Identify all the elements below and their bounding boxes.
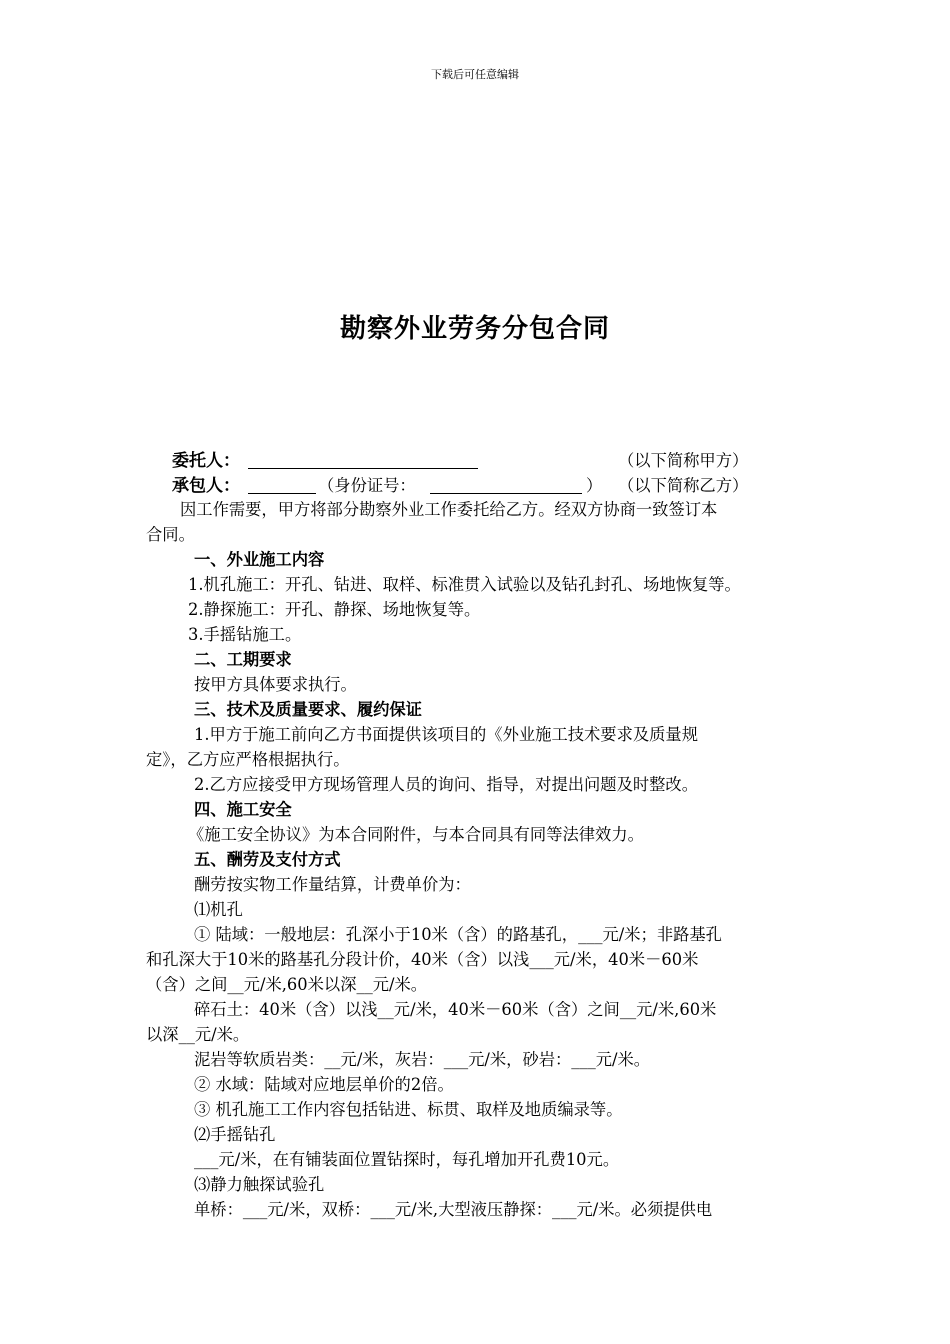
contractor-label: 承包人： — [172, 476, 240, 496]
paragraph-line: ② 水域：陆域对应地层单价的2倍。 — [194, 1075, 454, 1094]
section-heading-1: 一、外业施工内容 — [194, 550, 325, 569]
page-header-note: 下载后可任意编辑 — [431, 68, 519, 81]
paragraph-line: 以深__元/米。 — [146, 1025, 250, 1044]
item-line: 1.机孔施工：开孔、钻进、取样、标准贯入试验以及钻孔封孔、场地恢复等。 — [188, 575, 741, 594]
contractor-note: （以下简称乙方） — [618, 476, 749, 495]
subheading-line: ⑴机孔 — [194, 900, 243, 919]
client-name-blank — [248, 468, 478, 469]
paragraph-line: 单桥：___元/米，双桥：___元/米,大型液压静探：___元/米。必须提供电 — [194, 1200, 713, 1219]
paragraph-line: 和孔深大于10米的路基孔分段计价，40米（含）以浅___元/米，40米－60米 — [146, 950, 699, 969]
paragraph-line: ___元/米，在有铺装面位置钻探时，每孔增加开孔费10元。 — [194, 1150, 620, 1169]
paragraph-line: ③ 机孔施工工作内容包括钻进、标贯、取样及地质编录等。 — [194, 1100, 623, 1119]
section-heading-5: 五、酬劳及支付方式 — [194, 850, 341, 869]
section-heading-2: 二、工期要求 — [194, 650, 292, 669]
paragraph-line: （含）之间__元/米,60米以深__元/米。 — [146, 975, 428, 994]
section-heading-4: 四、施工安全 — [194, 800, 292, 819]
paragraph-line: 按甲方具体要求执行。 — [194, 675, 357, 694]
item-line: 2.静探施工：开孔、静探、场地恢复等。 — [188, 600, 481, 619]
section-heading-3: 三、技术及质量要求、履约保证 — [194, 700, 422, 719]
client-label: 委托人： — [172, 451, 240, 471]
client-note: （以下简称甲方） — [618, 451, 749, 470]
contractor-name-blank — [248, 493, 316, 494]
document-title: 勘察外业劳务分包合同 — [339, 314, 610, 344]
paragraph-line: 定》，乙方应严格根据执行。 — [146, 750, 350, 769]
paragraph-line: 酬劳按实物工作量结算，计费单价为： — [194, 875, 471, 894]
id-number-blank — [430, 493, 582, 494]
paragraph-line: 泥岩等软质岩类：__元/米，灰岩：___元/米，砂岩：___元/米。 — [194, 1050, 651, 1069]
paragraph-line: 1.甲方于施工前向乙方书面提供该项目的《外业施工技术要求及质量规 — [194, 725, 698, 744]
paragraph-line: 《施工安全协议》为本合同附件，与本合同具有同等法律效力。 — [188, 825, 644, 844]
intro-line-2: 合同。 — [146, 525, 195, 544]
subheading-line: ⑶静力触探试验孔 — [194, 1175, 325, 1194]
item-line: 3.手摇钻施工。 — [188, 625, 302, 644]
subheading-line: ⑵手摇钻孔 — [194, 1125, 276, 1144]
intro-line-1: 因工作需要，甲方将部分勘察外业工作委托给乙方。经双方协商一致签订本 — [180, 500, 718, 519]
paragraph-line: 碎石土：40米（含）以浅__元/米，40米－60米（含）之间__元/米,60米 — [194, 1000, 717, 1019]
id-number-label: （身份证号： — [318, 476, 416, 495]
paragraph-line: ① 陆域：一般地层：孔深小于10米（含）的路基孔，___元/米；非路基孔 — [194, 925, 722, 944]
paragraph-line: 2.乙方应接受甲方现场管理人员的询问、指导，对提出问题及时整改。 — [194, 775, 698, 794]
id-number-close: ） — [586, 476, 603, 495]
